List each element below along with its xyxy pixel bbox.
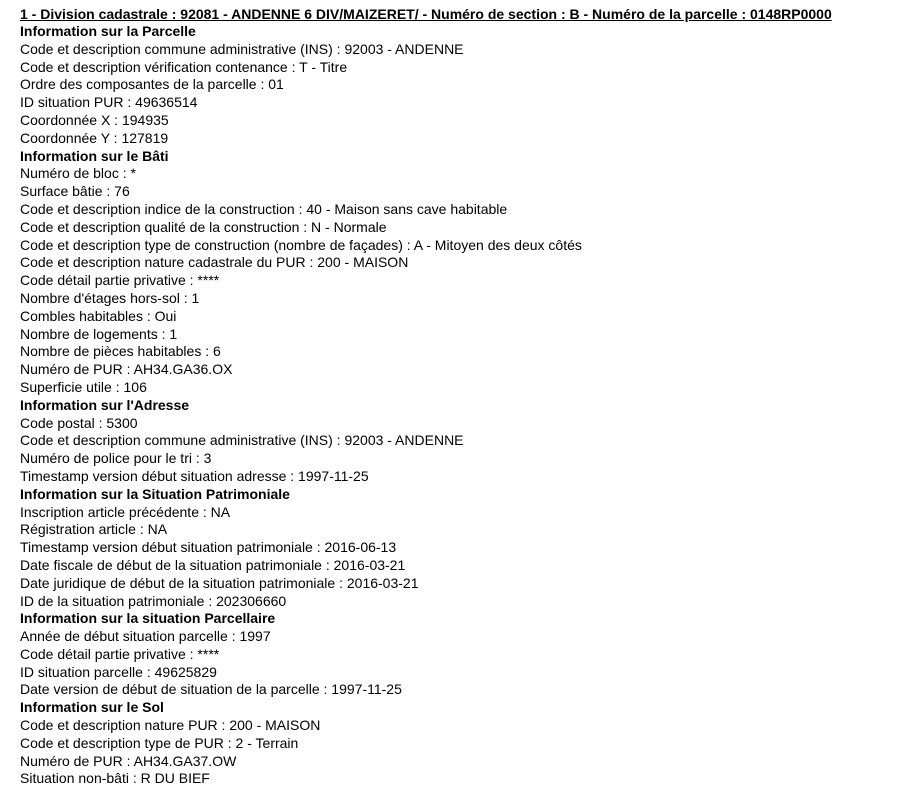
- field-nombre-logements: Nombre de logements : 1: [20, 325, 178, 342]
- field-coordonnee-y: Coordonnée Y : 127819: [20, 129, 169, 146]
- section-sol: [20, 699, 913, 788]
- field-id-situation-parcelle: ID situation parcelle : 49625829: [20, 663, 217, 680]
- field-situation-non-bati: Situation non-bâti : R DU BIEF: [20, 770, 210, 787]
- field-verification-contenance: Code et description vérification contenance : T - Titre: [20, 58, 348, 75]
- section-heading-parcelle: Information sur la Parcelle: [20, 23, 196, 39]
- section-heading-parcellaire: Information sur la situation Parcellaire: [20, 610, 276, 627]
- field-surface-batie: Surface bâtie : 76: [20, 183, 130, 200]
- field-commune-administrative: Code et description commune administrative (INS) : 92003 - ANDENNE: [20, 432, 464, 449]
- field-type-construction: Code et description type de construction (nombre de façades) : A - Mitoyen des deux côtés: [20, 236, 582, 253]
- field-inscription-article: Inscription article précédente : NA: [20, 503, 231, 520]
- field-detail-partie-privative: Code détail partie privative : ****: [20, 272, 220, 289]
- field-numero-pur: Numéro de PUR : AH34.GA36.OX: [20, 361, 233, 378]
- field-nature-cadastrale-pur: Code et description nature cadastrale du PUR : 200 - MAISON: [20, 254, 409, 271]
- field-date-version-parcelle: Date version de début de situation de la parcelle : 1997-11-25: [20, 681, 402, 698]
- section-heading-bati: Information sur le Bâti: [20, 147, 169, 164]
- field-detail-partie-privative: Code détail partie privative : ****: [20, 645, 220, 662]
- section-situation-patrimoniale: [20, 486, 913, 611]
- section-heading-sol: Information sur le Sol: [20, 699, 164, 716]
- section-parcelle: [20, 23, 913, 148]
- field-date-fiscale: Date fiscale de début de la situation patrimoniale : 2016-03-21: [20, 556, 406, 573]
- field-nombre-pieces: Nombre de pièces habitables : 6: [20, 343, 221, 360]
- field-coordonnee-x: Coordonnée X : 194935: [20, 111, 169, 128]
- field-id-situation-pur: ID situation PUR : 49636514: [20, 94, 198, 111]
- field-ordre-composantes: Ordre des composantes de la parcelle : 01: [20, 76, 284, 93]
- section-heading-adresse: Information sur l'Adresse: [20, 396, 190, 413]
- section-adresse: [20, 397, 913, 486]
- field-indice-construction: Code et description indice de la construction : 40 - Maison sans cave habitable: [20, 200, 508, 217]
- field-timestamp-patrimoniale: Timestamp version début situation patrimoniale : 2016-06-13: [20, 539, 397, 556]
- field-numero-bloc: Numéro de bloc : *: [20, 165, 136, 182]
- section-situation-parcellaire: [20, 610, 913, 699]
- field-timestamp-adresse: Timestamp version début situation adresse : 1997-11-25: [20, 467, 369, 484]
- field-type-pur: Code et description type de PUR : 2 - Terrain: [20, 734, 299, 751]
- field-superficie-utile: Superficie utile : 106: [20, 378, 147, 395]
- field-nature-pur: Code et description nature PUR : 200 - MAISON: [20, 717, 321, 734]
- document-title: 1 - Division cadastrale : 92081 - ANDENNE 6 DIV/MAIZERET/ - Numéro de section : B - Numéro de la parcelle : 0148RP0000: [20, 6, 832, 22]
- field-code-postal: Code postal : 5300: [20, 414, 138, 431]
- field-qualite-construction: Code et description qualité de la construction : N - Normale: [20, 218, 387, 235]
- field-registration-article: Régistration article : NA: [20, 521, 168, 538]
- field-id-situation-patrimoniale: ID de la situation patrimoniale : 202306660: [20, 592, 287, 609]
- field-combles-habitables: Combles habitables : Oui: [20, 307, 177, 324]
- section-heading-patrimoniale: Information sur la Situation Patrimoniale: [20, 485, 290, 502]
- field-date-juridique: Date juridique de début de la situation patrimoniale : 2016-03-21: [20, 574, 419, 591]
- field-annee-debut: Année de début situation parcelle : 1997: [20, 628, 271, 645]
- field-numero-police: Numéro de police pour le tri : 3: [20, 450, 212, 467]
- section-bati: [20, 148, 913, 397]
- field-commune-administrative: Code et description commune administrative (INS) : 92003 - ANDENNE: [20, 40, 464, 57]
- field-nombre-etages: Nombre d'étages hors-sol : 1: [20, 289, 200, 306]
- field-numero-pur: Numéro de PUR : AH34.GA37.OW: [20, 752, 237, 769]
